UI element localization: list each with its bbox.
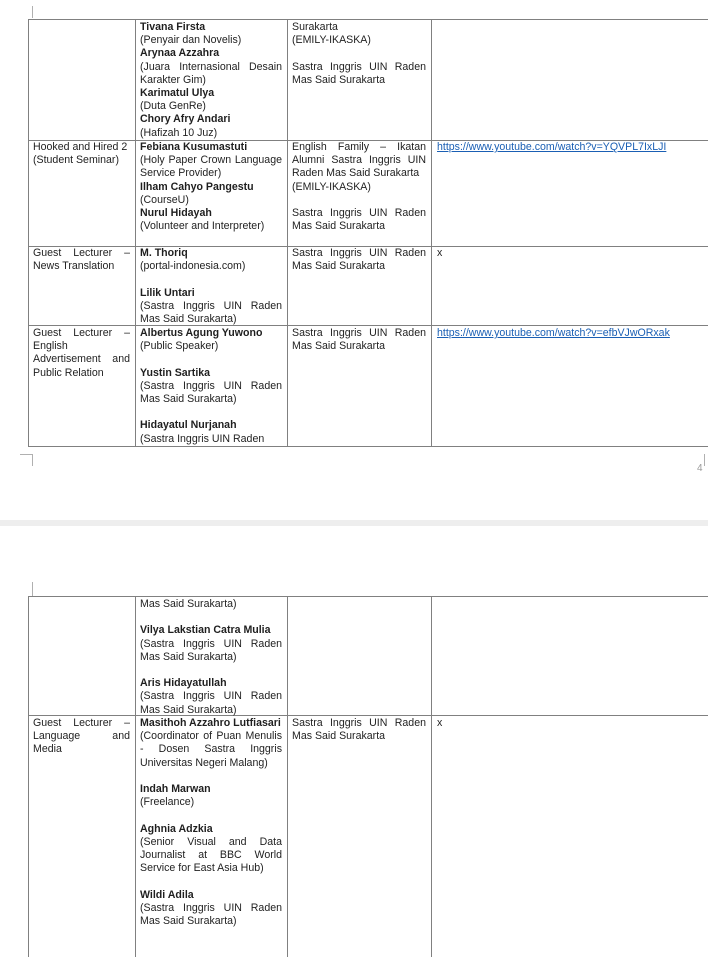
event-cell — [33, 327, 130, 380]
crop-mark-bottom-right — [704, 454, 705, 466]
speaker-name: Karimatul Ulya — [140, 87, 215, 100]
organizer-text: Surakarta — [292, 21, 338, 33]
speaker-role: (Sastra Inggris UIN Raden Mas Said Surakarta) — [140, 299, 282, 325]
organizer-text: Sastra Inggris UIN Raden Mas Said Surakarta — [292, 327, 426, 353]
crop-mark-bottom-left-v — [32, 454, 33, 466]
table-column-divider — [28, 596, 29, 957]
organizer-cell — [292, 717, 426, 743]
speaker-role: (Public Speaker) — [140, 340, 219, 353]
table-column-divider — [431, 596, 432, 957]
speaker-role: (Senior Visual and Data Journalist at BBC World Service for East Asia Hub) — [140, 835, 282, 875]
speaker-role: (Sastra Inggris UIN Raden Mas Said Surakarta) — [140, 379, 282, 405]
speaker-name: Masithoh Azzahro Lutfiasari — [140, 717, 281, 729]
table-column-divider — [28, 19, 29, 447]
speaker-name: Vilya Lakstian Catra Mulia — [140, 624, 271, 637]
event-title: Hooked and Hired 2 — [33, 141, 128, 153]
speaker-name: Wildi Adila — [140, 888, 194, 901]
speaker-name: Arynaa Azzahra — [140, 47, 220, 60]
speaker-role: (Holy Paper Crown Language Service Provider) — [140, 154, 282, 180]
speaker-name: Aris Hidayatullah — [140, 677, 227, 690]
speaker-name: Febiana Kusumastuti — [140, 141, 248, 153]
event-subtitle: (Student Seminar) — [33, 154, 119, 167]
speaker-name: Ilham Cahyo Pangestu — [140, 180, 254, 193]
speaker-role: (Sastra Inggris UIN Raden Mas Said Surakarta) — [140, 901, 282, 927]
event-cell — [33, 247, 130, 273]
crop-mark-top-left — [32, 582, 33, 596]
link-cell — [437, 327, 707, 340]
organizer-text: Sastra Inggris UIN Raden Mas Said Surakarta — [292, 60, 426, 86]
speaker-role: Mas Said Surakarta) — [140, 598, 237, 610]
speaker-name: Aghnia Adzkia — [140, 822, 213, 835]
speaker-role: (Volunteer and Interpreter) — [140, 220, 265, 233]
organizer-tag: (EMILY-IKASKA) — [292, 180, 371, 193]
speaker-role: (Sastra Inggris UIN Raden Mas Said Surakarta) — [140, 637, 282, 663]
table-border-top — [28, 596, 708, 597]
speaker-role: (Juara Internasional Desain Karakter Gim) — [140, 60, 282, 86]
table-column-divider — [287, 596, 288, 957]
table-column-divider — [135, 596, 136, 957]
speaker-name: Lilik Untari — [140, 286, 195, 299]
link-placeholder: x — [437, 247, 443, 259]
event-cell — [33, 717, 130, 757]
organizer-cell — [292, 141, 426, 233]
speaker-name: Tivana Firsta — [140, 21, 206, 33]
event-cell — [33, 141, 130, 167]
table-column-divider — [135, 19, 136, 447]
table-border-bottom — [28, 446, 708, 447]
speaker-name: Chory Afry Andari — [140, 113, 231, 126]
speakers-cell — [140, 247, 282, 326]
speakers-cell — [140, 21, 282, 140]
youtube-link[interactable]: https://www.youtube.com/watch?v=YQVPL7IxLJI — [437, 141, 667, 153]
link-cell — [437, 141, 707, 154]
organizer-cell — [292, 21, 426, 87]
table-column-divider — [431, 19, 432, 447]
speaker-name: M. Thoriq — [140, 247, 188, 259]
table-border-top — [28, 19, 708, 20]
speaker-role: (CourseU) — [140, 193, 189, 206]
speaker-role: (Penyair dan Novelis) — [140, 34, 242, 47]
speaker-name: Albertus Agung Yuwono — [140, 327, 263, 339]
organizer-text: English Family – Ikatan Alumni Sastra Inggris UIN Raden Mas Said Surakarta — [292, 141, 426, 180]
document-page-5 — [0, 526, 708, 957]
organizer-text: Sastra Inggris UIN Raden Mas Said Surakarta — [292, 247, 426, 273]
event-title: Guest Lecturer – News Translation — [33, 247, 130, 273]
table-column-divider — [287, 19, 288, 447]
event-title: Guest Lecturer – English Advertisement and Public Relation — [33, 327, 130, 379]
link-cell — [437, 247, 697, 260]
speakers-cell — [140, 598, 282, 717]
speaker-role: (portal-indonesia.com) — [140, 260, 246, 273]
organizer-text: (EMILY-IKASKA) — [292, 34, 371, 47]
speaker-role: (Duta GenRe) — [140, 100, 206, 113]
speaker-name: Nurul Hidayah — [140, 207, 212, 220]
speakers-cell — [140, 327, 282, 446]
speaker-name: Hidayatul Nurjanah — [140, 419, 237, 432]
organizer-text: Sastra Inggris UIN Raden Mas Said Surakarta — [292, 207, 426, 233]
speaker-role: (Hafizah 10 Juz) — [140, 126, 218, 139]
table-row-divider — [28, 715, 708, 716]
speaker-role: (Sastra Inggris UIN Raden Mas Said Surakarta) — [140, 690, 282, 716]
speaker-name: Indah Marwan — [140, 783, 211, 795]
page-number: 4 — [697, 463, 703, 474]
speaker-role: (Freelance) — [140, 796, 195, 809]
table-row-divider — [28, 325, 708, 326]
link-placeholder: x — [437, 717, 443, 729]
organizer-text: Sastra Inggris UIN Raden Mas Said Surakarta — [292, 717, 426, 743]
organizer-cell — [292, 247, 426, 273]
organizer-cell — [292, 327, 426, 353]
youtube-link[interactable]: https://www.youtube.com/watch?v=efbVJwORxak — [437, 327, 670, 339]
speaker-role: (Coordinator of Puan Menulis - Dosen Sastra Inggris Universitas Negeri Malang) — [140, 730, 282, 769]
event-title: Guest Lecturer – Language and Media — [33, 717, 130, 756]
speaker-name: Yustin Sartika — [140, 366, 211, 379]
speakers-cell — [140, 717, 282, 928]
link-cell — [437, 717, 697, 730]
crop-mark-bottom-left — [20, 454, 32, 455]
crop-mark-top-left — [32, 6, 33, 18]
speakers-cell — [140, 141, 282, 233]
speaker-role: (Sastra Inggris UIN Raden — [140, 432, 265, 445]
